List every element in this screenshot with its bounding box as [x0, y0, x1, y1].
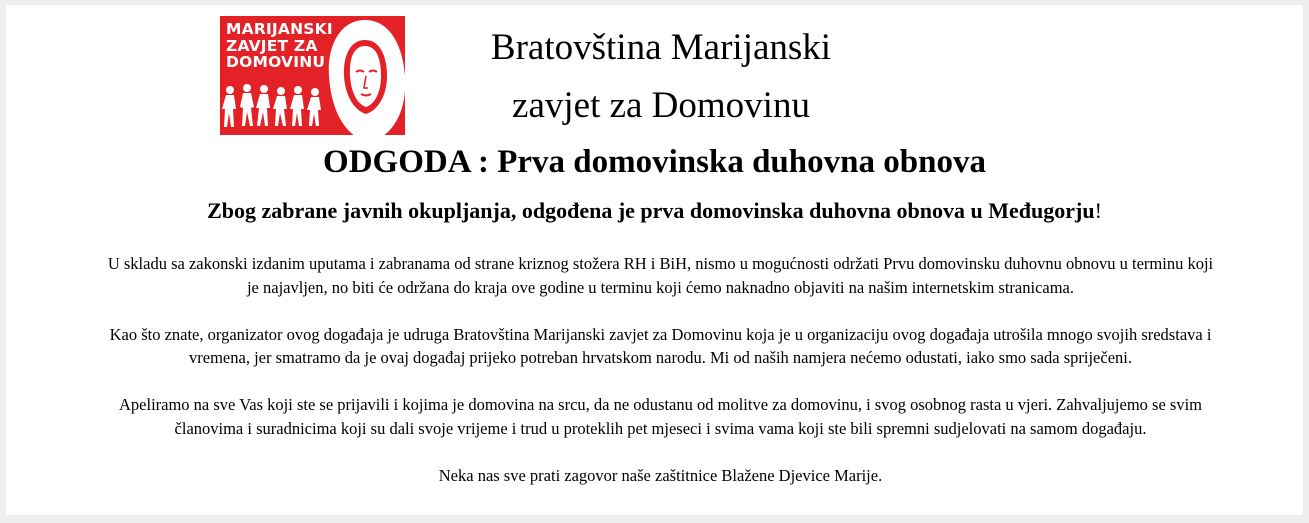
body-paragraph: Kao što znate, organizator ovog događaja je udruga Bratovština Marijanski zavjet za Domovinu koja je u organizaciju ovog događaja utrošila mnogo svojih sredstava i vremena, jer smatramo da je ovaj događaj prijeko potreban hrvatskom narodu. Mi od naših namjera nećemo odustati, iako smo sada spriječeni.	[109, 324, 1212, 367]
madonna-icon	[323, 16, 405, 135]
logo-line: MARIJANSKI	[226, 20, 333, 38]
announcement-body	[106, 252, 1215, 511]
logo-line: ZAVJET ZA	[226, 36, 318, 55]
logo-wordmark	[226, 21, 333, 71]
body-paragraph: Neka nas sve prati zagovor naše zaštitnice Blažene Djevice Marije.	[438, 465, 883, 485]
body-paragraph: Apeliramo na sve Vas koji ste se prijavili i kojima je domovina na srcu, da ne odustanu od molitve za domovinu, i svog osobnog rasta u vjeri. Zahvaljujemo se svim članovima i suradnicima koji su dali svoje vrijeme i trud u proteklih pet mjeseci i svima vama koji ste bili spremni sudjelovati na samom događaju.	[119, 395, 1202, 438]
organization-name-line: Bratovština Marijanski	[490, 27, 832, 68]
organization-name	[426, 19, 896, 135]
subheading-exclamation: !	[1094, 198, 1102, 223]
logo-line: DOMOVINU	[226, 53, 326, 71]
announcement-headline: ODGODA : Prva domovinska duhovna obnova	[323, 144, 986, 180]
walking-pilgrims-icon	[220, 76, 325, 135]
subheading-text: Zbog zabrane javnih okupljanja, odgođena je prva domovinska duhovna obnova u Međugorju	[207, 198, 1095, 223]
announcement-subheading	[0, 197, 1309, 225]
document-page	[6, 5, 1303, 515]
organization-name-line: zavjet za Domovinu	[512, 85, 810, 126]
organization-logo	[220, 16, 405, 135]
body-paragraph: U skladu sa zakonski izdanim uputama i zabranama od strane kriznog stožera RH i BiH, nismo u mogućnosti održati Prvu domovinsku duhovnu obnovu u terminu koji je najavljen, no biti će održana do kraja ove godine u terminu koji ćemo naknadno objaviti na našim internetskim stranicama.	[107, 254, 1214, 297]
